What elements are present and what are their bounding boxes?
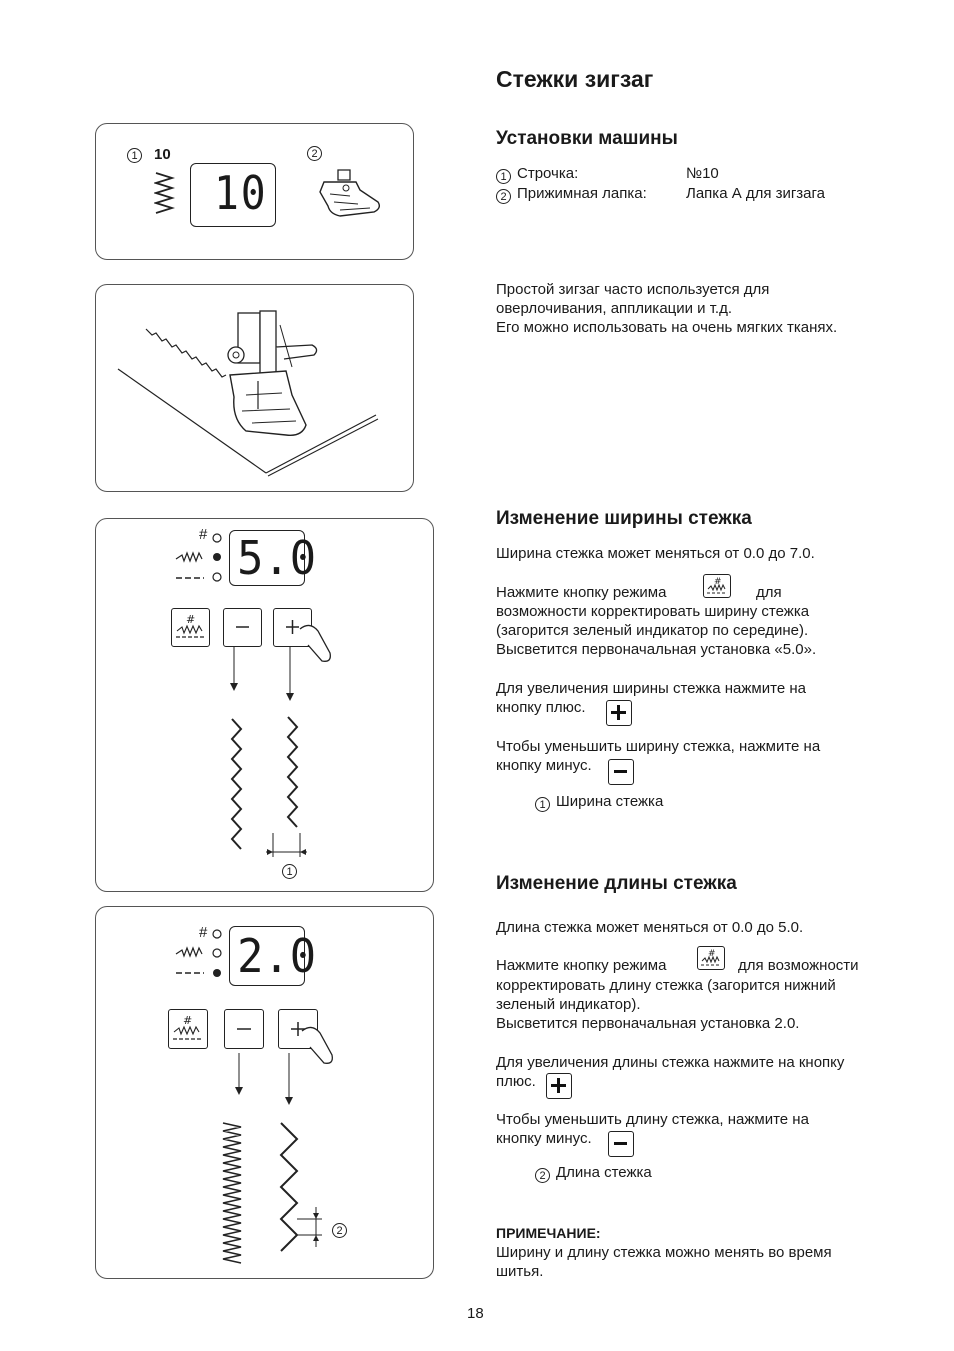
lcd-display — [190, 163, 276, 227]
mode-button-icon — [703, 574, 731, 598]
text-line: кнопку минус. — [496, 1130, 592, 1147]
width-caption — [535, 792, 663, 812]
settings-value: №10 — [686, 165, 719, 182]
sewing-foot-illustration — [96, 285, 413, 491]
svg-text:#: # — [186, 613, 196, 626]
plus-button-icon — [546, 1073, 572, 1099]
width-mode-text: Нажмите кнопку режима — [496, 584, 667, 601]
callout-number: 2 — [307, 146, 322, 161]
width-range-text: Ширина стежка может меняться от 0.0 до 7.0. — [496, 545, 815, 562]
svg-text:#: # — [714, 577, 722, 587]
minus-button-icon — [608, 1131, 634, 1157]
length-caption — [535, 1163, 652, 1183]
machine-settings-heading: Установки машины — [496, 128, 678, 149]
callout-number: 1 — [535, 797, 550, 812]
stitch-number: 10 — [154, 146, 171, 163]
plus-button-icon — [606, 700, 632, 726]
page-number: 18 — [467, 1305, 484, 1322]
intro-line: оверлочивания, аппликации и т.д. — [496, 300, 733, 317]
length-diagram — [96, 907, 433, 1278]
length-heading: Изменение длины стежка — [496, 873, 737, 894]
callout-number: 1 — [127, 148, 142, 163]
width-figure — [95, 518, 434, 892]
settings-row-2 — [496, 184, 647, 204]
callout-number: 1 — [282, 864, 297, 879]
settings-label: Прижимная лапка: — [517, 185, 647, 202]
minus-button-icon — [608, 759, 634, 785]
length-mode-text-2: для возможности — [738, 957, 859, 974]
intro-line: Его можно использовать на очень мягких тканях. — [496, 319, 838, 336]
sewing-figure — [95, 284, 414, 492]
text-line: шитья. — [496, 1263, 544, 1280]
text-line: Высветится первоначальная установка «5.0». — [496, 641, 817, 658]
hash-symbol: # — [199, 526, 208, 543]
note-heading: ПРИМЕЧАНИЕ: — [496, 1225, 601, 1241]
text-line: кнопку плюс. — [496, 699, 586, 716]
intro-paragraph — [496, 280, 837, 337]
width-mode-text-2: для — [756, 584, 782, 601]
text-line: зеленый индикатор). — [496, 996, 641, 1013]
text-line: Для увеличения длины стежка нажмите на кнопку — [496, 1054, 845, 1071]
svg-text:#: # — [708, 949, 716, 959]
settings-value: Лапка А для зигзага — [686, 185, 825, 202]
width-diagram — [96, 519, 433, 891]
callout-number: 1 — [496, 169, 511, 184]
display-value: 10 — [213, 166, 268, 220]
text-line: Чтобы уменьшить ширину стежка, нажмите на — [496, 738, 821, 755]
text-line: возможности корректировать ширину стежка — [496, 603, 810, 620]
caption-text: Длина стежка — [556, 1164, 652, 1181]
text-line: Ширину и длину стежка можно менять во время — [496, 1244, 832, 1261]
zigzag-stitch-icon — [154, 169, 176, 219]
presser-foot-icon — [310, 164, 390, 224]
display-value: 5.0 — [237, 531, 317, 585]
length-mode-lines — [496, 976, 836, 1033]
text-line: корректировать длину стежка (загорится нижний — [496, 977, 836, 994]
page-title: Стежки зигзаг — [496, 66, 654, 92]
text-line: Для увеличения ширины стежка нажмите на — [496, 680, 806, 697]
length-mode-text: Нажмите кнопку режима — [496, 957, 667, 974]
intro-line: Простой зигзаг часто используется для — [496, 281, 770, 298]
settings-label: Строчка: — [517, 165, 579, 182]
length-minus-text — [496, 1110, 809, 1148]
callout-number: 2 — [496, 189, 511, 204]
callout-number: 2 — [332, 1223, 347, 1238]
width-heading: Изменение ширины стежка — [496, 508, 752, 529]
caption-text: Ширина стежка — [556, 793, 664, 810]
text-line: плюс. — [496, 1073, 536, 1090]
width-plus-text — [496, 679, 806, 717]
width-minus-text — [496, 737, 820, 775]
text-line: (загорится зеленый индикатор по середине). — [496, 622, 809, 639]
length-range-text: Длина стежка может меняться от 0.0 до 5.0. — [496, 919, 804, 936]
length-figure — [95, 906, 434, 1279]
width-mode-lines — [496, 602, 816, 659]
text-line: кнопку минус. — [496, 757, 592, 774]
svg-text:#: # — [183, 1014, 193, 1027]
text-line: Высветится первоначальная установка 2.0. — [496, 1015, 800, 1032]
mode-button-icon — [697, 946, 725, 970]
hash-symbol: # — [199, 924, 208, 941]
settings-figure — [95, 123, 414, 260]
display-value: 2.0 — [237, 929, 317, 983]
note-text — [496, 1243, 832, 1281]
text-line: Чтобы уменьшить длину стежка, нажмите на — [496, 1111, 809, 1128]
settings-row-1 — [496, 164, 578, 184]
callout-number: 2 — [535, 1168, 550, 1183]
